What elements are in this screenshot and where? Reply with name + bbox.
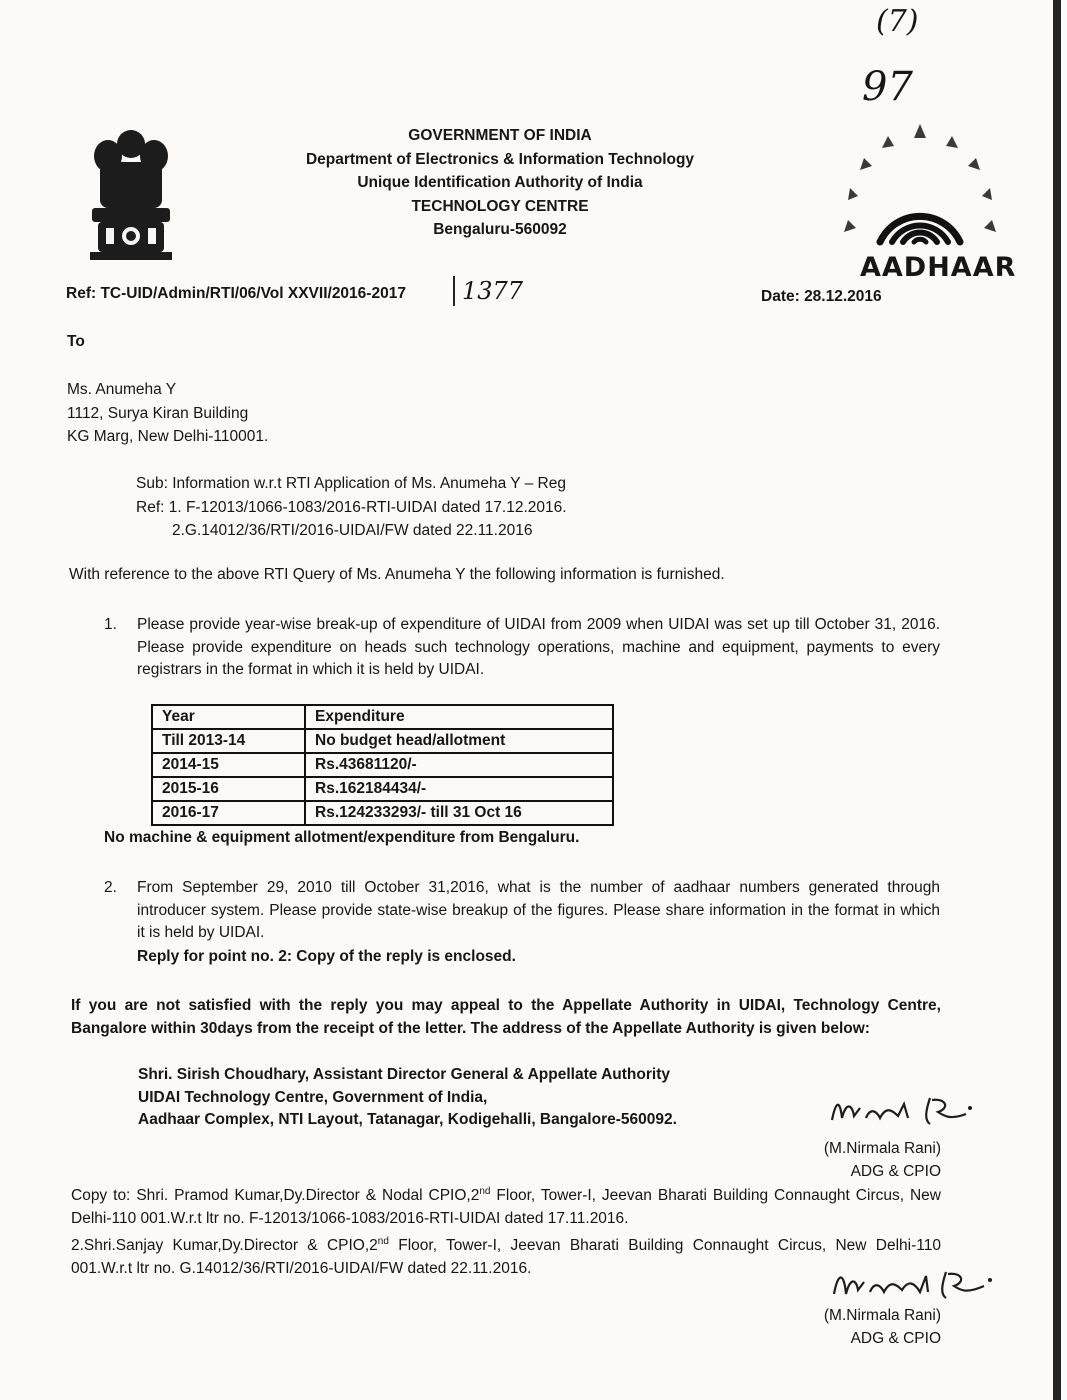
copy-to-2: 2.Shri.Sanjay Kumar,Dy.Director & CPIO,2nd Floor, Tower-I, Jeevan Bharati Building Connaught Circus, New Delhi-110 001.W.r.t ltr no. G.14012/36/RTI/2016-UIDAI/FW dated 22.11.2016.: [71, 1236, 941, 1278]
question-2-reply: Reply for point no. 2: Copy of the reply is enclosed.: [137, 948, 516, 965]
subject-line: Sub: Information w.r.t RTI Application of Ms. Anumeha Y – Reg: [136, 475, 566, 492]
appellate-authority-address: [138, 1064, 677, 1132]
table-row: [152, 753, 613, 777]
page-number-annotation: 97: [862, 64, 913, 110]
table-cell-year: Till 2013-14: [152, 729, 305, 753]
copy-to-1: Copy to: Shri. Pramod Kumar,Dy.Director & Nodal CPIO,2nd Floor, Tower-I, Jeevan Bharati Building Connaught Circus, New Delhi-110 001.W.r.t ltr no. F-12013/1066-1083/2016-RTI-UIDAI dated 17.11.2016.: [71, 1186, 941, 1228]
authority-line2: UIDAI Technology Centre, Government of India,: [138, 1088, 488, 1106]
copy-to-block: [71, 1180, 941, 1280]
table-cell-expenditure: Rs.162184434/-: [305, 777, 613, 801]
subject-block: [136, 472, 567, 543]
authority-line1: Shri. Sirish Choudhary, Assistant Director General & Appellate Authority: [138, 1066, 670, 1083]
reference-number: Ref: TC-UID/Admin/RTI/06/Vol XXVII/2016-2017: [66, 285, 406, 302]
table-header-expenditure: Expenditure: [305, 705, 613, 729]
to-label: To: [67, 333, 85, 350]
letterhead-department: Department of Electronics & Information Technology: [305, 150, 695, 168]
equipment-note: No machine & equipment allotment/expenditure from Bengaluru.: [104, 829, 580, 846]
letterhead-government: GOVERNMENT OF INDIA: [408, 127, 592, 144]
recipient-address: [67, 378, 268, 449]
signature-1: [826, 1090, 976, 1130]
authority-line3: Aadhaar Complex, NTI Layout, Tatanagar, Kodigehalli, Bangalore-560092.: [138, 1111, 677, 1128]
letterhead-city: Bengaluru-560092: [433, 221, 567, 238]
signer-block-2: [740, 1304, 941, 1350]
question-1-text: Please provide year-wise break-up of expenditure of UIDAI from 2009 when UIDAI was set up till October 31, 2016. Please provide expenditure on heads such technology operations, machine and equipment, payments to every registrars in the format in which it is held by UIDAI.: [137, 616, 940, 678]
recipient-address-line1: 1112, Surya Kiran Building: [67, 404, 249, 422]
letterhead-centre: TECHNOLOGY CENTRE: [411, 197, 589, 215]
table-cell-expenditure: Rs.43681120/-: [305, 753, 613, 777]
signer-block-1: [740, 1137, 941, 1183]
appeal-paragraph: If you are not satisfied with the reply you may appeal to the Appellate Authority in UIDAI, Technology Centre, Bangalore within 30days from the receipt of the letter. The address of the Appellate Authority is given below:: [71, 997, 941, 1037]
table-cell-year: 2016-17: [152, 801, 305, 825]
signer-name: (M.Nirmala Rani): [823, 1307, 941, 1324]
table-cell-year: 2015-16: [152, 777, 305, 801]
handwritten-ref-number: 1377: [462, 277, 524, 305]
intro-paragraph: With reference to the above RTI Query of Ms. Anumeha Y the following information is furnished.: [69, 566, 725, 583]
letterhead-authority: Unique Identification Authority of India: [357, 174, 643, 191]
expenditure-table: [151, 704, 614, 826]
table-cell-expenditure: Rs.124233293/- till 31 Oct 16: [305, 801, 613, 825]
file-number-annotation: (7): [876, 4, 919, 39]
table-row: [152, 801, 613, 825]
table-cell-year: 2014-15: [152, 753, 305, 777]
table-row: [152, 777, 613, 801]
signer-name: (M.Nirmala Rani): [823, 1140, 941, 1157]
question-1-number: 1.: [104, 616, 117, 633]
table-row: [152, 729, 613, 753]
recipient-address-line2: KG Marg, New Delhi-110001.: [67, 428, 269, 445]
reference-2: 2.G.14012/36/RTI/2016-UIDAI/FW dated 22.11.2016: [172, 522, 533, 539]
scan-border: [1053, 0, 1061, 1400]
signature-2: [828, 1264, 998, 1304]
signer-title: ADG & CPIO: [850, 1330, 941, 1347]
reference-1: Ref: 1. F-12013/1066-1083/2016-RTI-UIDAI dated 17.12.2016.: [136, 498, 567, 516]
aadhaar-logo-text: AADHAAR: [860, 252, 1017, 283]
fingerprint-sun-icon: [840, 118, 1000, 256]
ref-divider: [453, 276, 455, 306]
question-2-number: 2.: [104, 879, 117, 896]
table-header-row: [152, 705, 613, 729]
table-cell-expenditure: No budget head/allotment: [305, 729, 613, 753]
signer-title: ADG & CPIO: [850, 1163, 941, 1180]
aadhaar-logo: [840, 118, 1017, 290]
question-2-text: From September 29, 2010 till October 31,2016, what is the number of aadhaar numbers generated through introducer system. Please provide state-wise breakup of the figures. Please share information in the format in which it is held by UIDAI.: [137, 879, 940, 941]
letter-date: Date: 28.12.2016: [761, 288, 882, 305]
recipient-name: Ms. Anumeha Y: [67, 381, 177, 398]
table-header-year: Year: [152, 705, 305, 729]
